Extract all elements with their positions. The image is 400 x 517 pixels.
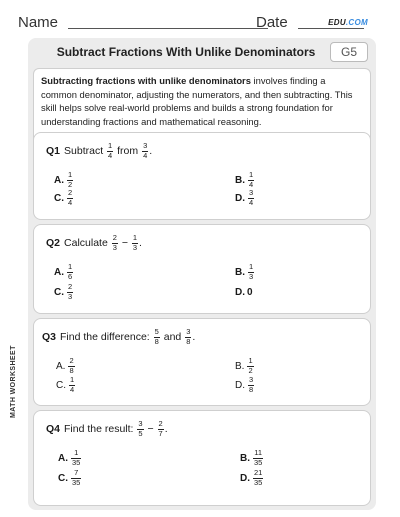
fraction: $\frac{1}{35}$ — [72, 448, 81, 467]
brand-name: EDU — [328, 18, 346, 27]
option-d[interactable]: D. $\frac{3}{8}$ — [235, 375, 254, 394]
fraction: $\frac{2}{3}$ — [112, 233, 117, 252]
question-connector: − — [147, 422, 154, 435]
fraction: $\frac{1}{3}$ — [132, 233, 138, 252]
brand-suffix: .COM — [345, 18, 368, 27]
worksheet-header — [18, 12, 380, 34]
question-connector: from — [117, 144, 139, 157]
question-card-1 — [33, 132, 371, 220]
question-prompt — [46, 142, 152, 160]
grade-badge: G5 — [330, 42, 368, 62]
intro-bold: Subtracting fractions with unlike denominators — [41, 75, 251, 86]
option-b[interactable]: B. $\frac{1}{2}$ — [235, 356, 253, 375]
fraction: $\frac{3}{8}$ — [249, 375, 254, 394]
fraction: $\frac{3}{4}$ — [249, 188, 254, 207]
option-a[interactable]: A. $\frac{2}{8}$ — [56, 356, 74, 375]
option-value: 0 — [247, 287, 253, 298]
fraction: $\frac{1}{4}$ — [70, 375, 75, 394]
option-b[interactable]: B. $\frac{1}{4}$ — [235, 170, 254, 189]
fraction: $\frac{1}{4}$ — [108, 141, 113, 160]
fraction: $\frac{5}{8}$ — [154, 327, 159, 346]
question-card-2 — [33, 224, 371, 314]
fraction: $\frac{11}{35}$ — [254, 448, 263, 467]
question-end: . — [164, 422, 168, 435]
fraction: $\frac{1}{6}$ — [68, 262, 73, 281]
question-text: Calculate — [64, 236, 108, 249]
question-end: . — [139, 236, 142, 249]
question-text: Find the result: — [64, 422, 134, 435]
fraction: $\frac{2}{3}$ — [68, 282, 73, 301]
question-text: Find the difference: — [60, 330, 150, 343]
option-d[interactable]: D. $\frac{3}{4}$ — [235, 188, 254, 207]
fraction: $\frac{21}{35}$ — [254, 468, 263, 487]
option-c[interactable]: C. $\frac{7}{35}$ — [58, 468, 81, 487]
option-b[interactable]: B. $\frac{1}{3}$ — [235, 262, 254, 281]
option-a[interactable]: A. $\frac{1}{35}$ — [58, 448, 81, 467]
fraction: $\frac{2}{8}$ — [69, 356, 74, 375]
option-c[interactable]: C. $\frac{1}{4}$ — [56, 375, 75, 394]
worksheet-panel — [28, 38, 376, 510]
question-card-3 — [33, 318, 371, 406]
question-end: . — [192, 330, 196, 343]
worksheet-title: Subtract Fractions With Unlike Denominators — [56, 45, 316, 59]
brand-logo — [328, 18, 368, 27]
fraction: $\frac{1}{2}$ — [248, 356, 253, 375]
name-line[interactable] — [68, 28, 268, 29]
option-b[interactable]: B. $\frac{11}{35}$ — [240, 448, 263, 467]
option-a[interactable]: A. $\frac{1}{6}$ — [54, 262, 73, 281]
question-number: Q2 — [46, 236, 61, 249]
option-a[interactable]: A. $\frac{1}{2}$ — [54, 170, 73, 189]
intro-text: involves finding a common denominator, adjusting the numerators, and then subtracting. This skill helps solve real-world problems and builds a strong foundation for understanding fractions and mathematical reasoning. — [41, 75, 353, 127]
date-line[interactable] — [298, 28, 364, 29]
question-card-4 — [33, 410, 371, 506]
fraction: $\frac{2}{7}$ — [158, 419, 163, 438]
fraction: $\frac{1}{3}$ — [249, 262, 254, 281]
option-c[interactable]: C. $\frac{2}{4}$ — [54, 188, 73, 207]
option-c[interactable]: C. $\frac{2}{3}$ — [54, 282, 73, 301]
fraction: $\frac{7}{35}$ — [72, 468, 81, 487]
side-label: MATH WORKSHEET — [10, 345, 17, 418]
question-connector: − — [121, 236, 128, 249]
question-prompt — [46, 420, 168, 438]
date-label: Date — [256, 14, 288, 31]
question-number: Q1 — [46, 144, 61, 157]
fraction: $\frac{3}{4}$ — [143, 141, 148, 160]
name-label: Name — [18, 14, 59, 31]
fraction: $\frac{3}{8}$ — [186, 327, 191, 346]
question-end: . — [149, 144, 153, 157]
title-bar — [36, 42, 368, 62]
question-prompt — [42, 328, 195, 346]
fraction: $\frac{2}{4}$ — [68, 188, 73, 207]
option-d[interactable]: D. 0 — [235, 287, 253, 298]
option-d[interactable]: D. $\frac{21}{35}$ — [240, 468, 263, 487]
question-number: Q3 — [42, 330, 57, 343]
question-number: Q4 — [46, 422, 61, 435]
question-text: Subtract — [64, 144, 104, 157]
question-prompt — [46, 234, 142, 252]
question-connector: and — [163, 330, 182, 343]
fraction: $\frac{1}{2}$ — [68, 170, 73, 189]
fraction: $\frac{1}{4}$ — [249, 170, 254, 189]
fraction: $\frac{3}{5}$ — [138, 419, 143, 438]
